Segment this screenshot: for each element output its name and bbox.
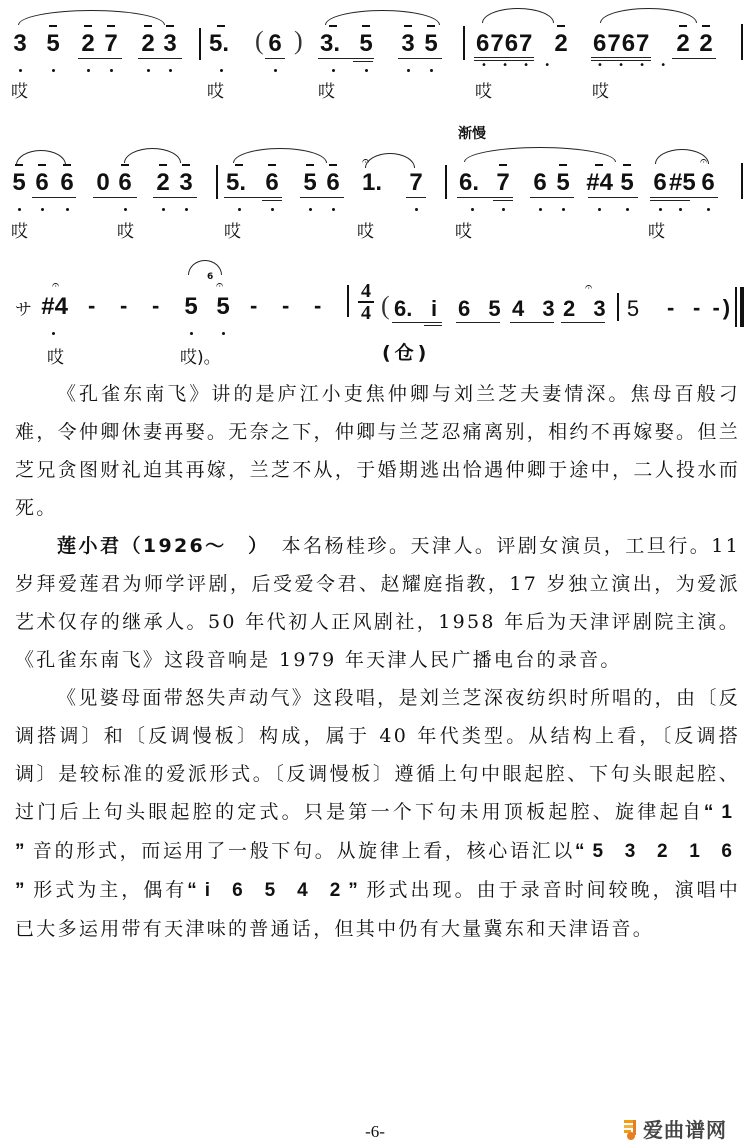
- bar-line: [199, 28, 201, 60]
- note: 6: [268, 30, 282, 57]
- note: 0: [96, 169, 110, 196]
- note: 6: [265, 169, 279, 196]
- lyric: 哎: [207, 82, 224, 102]
- slur: [16, 150, 66, 165]
- note: 5: [424, 30, 438, 57]
- watermark: [623, 1114, 727, 1143]
- note: 6: [533, 169, 547, 196]
- note: 6: [118, 169, 132, 196]
- note: 7: [104, 30, 118, 57]
- note-group: 4 3: [512, 296, 561, 321]
- note-group: 2 3: [563, 296, 612, 321]
- note: 5: [626, 296, 640, 321]
- bar-line: [741, 163, 743, 199]
- lyric: 哎: [357, 222, 374, 242]
- jianpu-inline: “5 3 2 1 6 ”: [15, 841, 740, 901]
- bar-line: [741, 24, 743, 60]
- tempo-mark: 渐慢: [458, 126, 486, 142]
- jianpu-inline: “1 ”: [15, 802, 740, 862]
- lyric: 哎: [318, 82, 335, 102]
- bar-line: [445, 165, 447, 199]
- lyric: 哎)。: [180, 348, 221, 368]
- bar-line: [617, 293, 619, 321]
- slur: [600, 8, 697, 23]
- note: 5.: [209, 32, 233, 56]
- percussion-mark: (仓): [382, 342, 431, 364]
- time-signature: 4 4: [358, 281, 374, 323]
- lyric: 哎: [11, 82, 28, 102]
- note: 2: [554, 30, 568, 57]
- note: 6: [653, 169, 667, 196]
- note: 2: [81, 30, 95, 57]
- note: #4: [38, 295, 68, 319]
- note: #4: [586, 169, 613, 196]
- slur: [365, 153, 415, 168]
- note: 5: [303, 169, 317, 196]
- note: 7: [409, 169, 423, 196]
- page-number: -6-: [365, 1122, 385, 1141]
- note-group: 6767: [476, 30, 534, 57]
- watermark-text: 爱曲谱网: [643, 1118, 727, 1142]
- note-high-1: i: [430, 296, 438, 321]
- biography-heading: 莲小君（1926～ ）: [57, 535, 261, 557]
- bar-line: [216, 165, 218, 199]
- slur: [233, 148, 327, 163]
- note: 5: [556, 169, 570, 196]
- note: 5: [184, 293, 198, 320]
- fermata-icon: 𝄐: [52, 278, 60, 293]
- fermata-icon: 𝄐: [362, 154, 370, 169]
- note: 5.: [226, 171, 252, 195]
- lyric: 哎: [47, 348, 64, 368]
- fermata-icon: 𝄐: [216, 278, 224, 293]
- note: 5: [46, 30, 60, 57]
- fermata-icon: 𝄐: [585, 280, 593, 295]
- note: 1.: [362, 169, 383, 196]
- bar-line: [347, 285, 349, 317]
- note-group: 6767: [593, 30, 651, 57]
- note: 6: [701, 169, 715, 196]
- body-text: [15, 375, 740, 948]
- note: 5: [216, 293, 230, 320]
- note: 6: [35, 169, 49, 196]
- final-bar: [740, 287, 744, 327]
- note: 7: [496, 169, 510, 196]
- note: 5: [620, 169, 634, 196]
- note: 6: [326, 169, 340, 196]
- note: 3: [401, 30, 415, 57]
- bar-line: [463, 26, 465, 60]
- slur: [464, 147, 616, 162]
- note-group: 6 5: [458, 296, 507, 321]
- paragraph-biography: 莲小君（1926～ ） 本名杨桂珍。天津人。评剧女演员，工旦行。11 岁拜爱莲君为师学评剧，后受爱令君、赵耀庭指教，17 岁独立演出，为爱派艺术仅存的继承人。50 年代初人正风剧社，1958 年后为天津评剧院主演。《孔雀东南飞》这段音响是 1979 年天津人民广播电台的录音。: [15, 535, 740, 671]
- slur: [124, 148, 181, 163]
- note: #5: [669, 169, 696, 196]
- slur: [18, 10, 165, 25]
- jianpu-inline: “i 6 5 4 2”: [187, 880, 366, 901]
- note: 2: [141, 30, 155, 57]
- paragraph-analysis: 《见婆母面带怒失声动气》这段唱，是刘兰芝深夜纺织时所唱的，由〔反调搭调〕和〔反调慢板〕构成，属于 40 年代类型。从结构上看，〔反调搭调〕是较标准的爱派形式。〔反调慢板〕遵循上句中眼起腔、下句头眼起腔、过门后上句头眼起腔的定式。只是第一个下句未用顶板起腔、旋律起自“1 ”音的形式，而运用了一般下句。从旋律上看，核心语汇以“5 3 2 1 6 ”形式为主，偶有“i 6 5 4 2”形式出现。由于录音时间较晚，演唱中已大多运用带有天津味的普通话，但其中仍有大量冀东和天津语音。: [15, 687, 740, 940]
- lyric: 哎: [475, 82, 492, 102]
- note: 3: [163, 30, 177, 57]
- note: 5: [359, 30, 373, 57]
- note: 2: [156, 169, 170, 196]
- slur: [482, 8, 554, 23]
- jianpu-score: 3 5 2 7 2 3 5. ( 6 ) 3. 5 3 5 6767 • • • • 2 6767 • • • • 2 2 哎 哎 哎 哎 哎 渐慢 5 6 6 0 6 2 3 5. 6 5 6 𝄐 1. 7 6. 7 6 5 #4 5 6 #5 𝄐 6 哎 哎 哎 哎 哎 哎 サ 𝄐 #4 - - - 5 6 𝄐 5 - - - 4 4 ( 6. i 6 5 4 3 𝄐 2 3 5 - - -) 哎 哎)。 (仓): [0, 0, 750, 370]
- lyric: 哎: [592, 82, 609, 102]
- lyric: 哎: [117, 222, 134, 242]
- lyric: 哎: [455, 222, 472, 242]
- free-meter-mark: サ: [15, 300, 32, 320]
- grace-note: 6: [207, 272, 214, 282]
- final-bar: [735, 287, 737, 327]
- lyric: 哎: [11, 222, 28, 242]
- note: 3: [13, 30, 27, 57]
- paragraph-story: 《孔雀东南飞》讲的是庐江小吏焦仲卿与刘兰芝夫妻情深。焦母百般刁难，令仲卿休妻再娶。无奈之下，仲卿与兰芝忍痛离别，相约不再嫁娶。但兰芝兄贪图财礼迫其再嫁，兰芝不从，于婚期逃出恰遇仲卿于途中，二人投水而死。: [15, 383, 740, 519]
- note: 3.: [320, 32, 346, 56]
- slur: [325, 10, 440, 25]
- fermata-icon: 𝄐: [700, 154, 708, 169]
- note: 2: [676, 30, 690, 57]
- note: 6.: [459, 171, 485, 195]
- slur: [188, 260, 222, 275]
- lyric: 哎: [224, 222, 241, 242]
- note: 6: [60, 169, 74, 196]
- note: 6.: [394, 296, 413, 321]
- note: 5: [12, 169, 26, 196]
- note: 3: [179, 169, 193, 196]
- note: 2: [699, 30, 713, 57]
- music-note-icon: [623, 1118, 639, 1140]
- lyric: 哎: [648, 222, 665, 242]
